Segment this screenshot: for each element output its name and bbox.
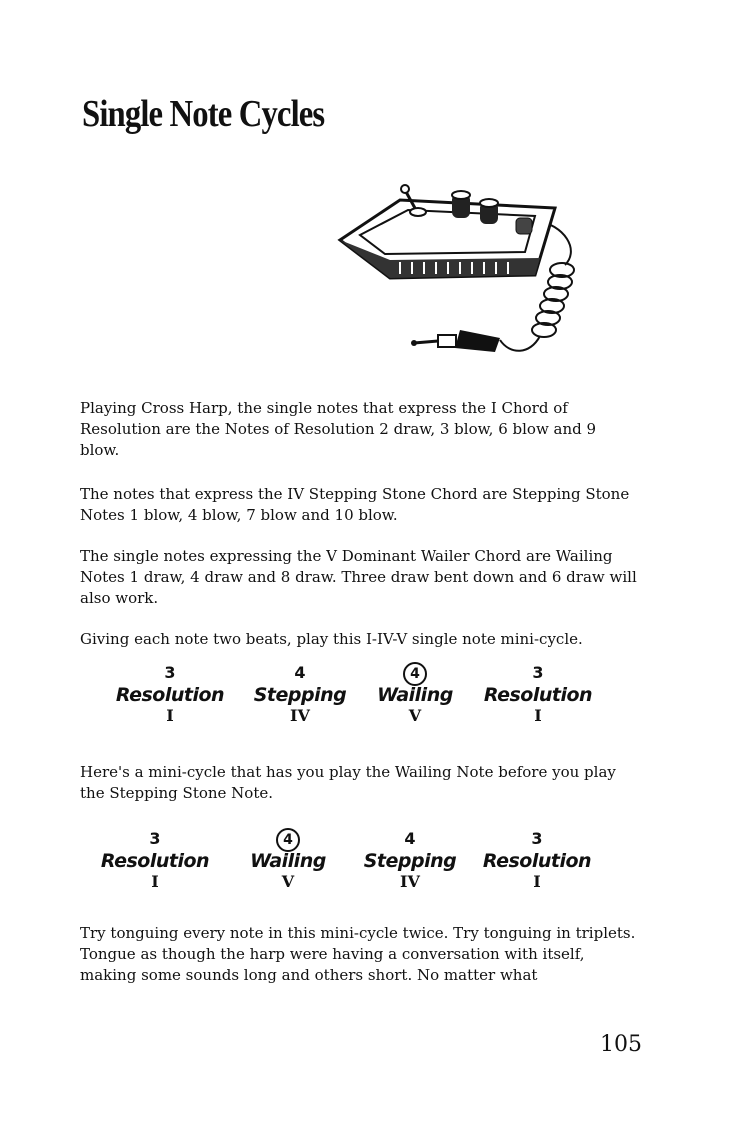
chord-numeral: V bbox=[408, 706, 422, 725]
paragraph-stepping-stone: The notes that express the IV Stepping Stone Chord are Stepping Stone Notes 1 blow, 4 blow, 7 blow and 10 blow. bbox=[80, 485, 630, 524]
cycle-note bbox=[218, 828, 358, 892]
paragraph-tonguing: Try tonguing every note in this mini-cycle twice. Try tonguing in triplets. Tongue as though the harp were having a conversation with itself, making some sounds long and others short. No matter what bbox=[80, 924, 636, 984]
note-name: Wailing bbox=[377, 684, 453, 706]
hole-number: 3 bbox=[532, 663, 544, 682]
cycle-note bbox=[345, 662, 485, 726]
page-number: 105 bbox=[600, 1032, 642, 1057]
hole-number: 4 bbox=[404, 829, 416, 848]
cycle-note bbox=[467, 828, 607, 892]
hole-number: 3 bbox=[149, 829, 161, 848]
harmonica-illustration bbox=[330, 180, 600, 370]
note-name: Resolution bbox=[482, 850, 592, 872]
chord-numeral: I bbox=[151, 872, 159, 891]
chord-numeral: V bbox=[281, 872, 295, 891]
chord-numeral: I bbox=[533, 872, 541, 891]
note-name: Resolution bbox=[100, 850, 210, 872]
chord-numeral: I bbox=[534, 706, 542, 725]
hole-number: 3 bbox=[531, 829, 543, 848]
paragraph-resolution: Playing Cross Harp, the single notes that express the I Chord of Resolution are the Notes of Resolution 2 draw, 3 blow, 6 blow and 9 blow. bbox=[80, 399, 597, 459]
note-name: Stepping bbox=[253, 684, 347, 706]
paragraph-mini-cycle-intro: Giving each note two beats, play this I-IV-V single note mini-cycle. bbox=[80, 630, 583, 648]
cycle-note bbox=[468, 662, 608, 726]
paragraph-second-cycle-intro: Here's a mini-cycle that has you play the Wailing Note before you play the Stepping Stone Note. bbox=[80, 763, 616, 802]
note-name: Resolution bbox=[483, 684, 593, 706]
chord-numeral: IV bbox=[290, 706, 310, 725]
cycle-note bbox=[100, 662, 240, 726]
mini-cycle-1 bbox=[0, 662, 750, 728]
mini-cycle-2 bbox=[0, 828, 750, 894]
hole-number-circled: 4 bbox=[218, 828, 358, 850]
hole-number: 3 bbox=[164, 663, 176, 682]
note-name: Stepping bbox=[363, 850, 457, 872]
note-name: Wailing bbox=[250, 850, 326, 872]
note-name: Resolution bbox=[115, 684, 225, 706]
chord-numeral: IV bbox=[400, 872, 420, 891]
hole-number-circled: 4 bbox=[345, 662, 485, 684]
chord-numeral: I bbox=[166, 706, 174, 725]
hole-number: 4 bbox=[294, 663, 306, 682]
cycle-note bbox=[85, 828, 225, 892]
paragraph-wailing: The single notes expressing the V Dominant Wailer Chord are Wailing Notes 1 draw, 4 draw and 8 draw. Three draw bent down and 6 draw will also work. bbox=[80, 547, 637, 607]
page-title: Single Note Cycles bbox=[82, 93, 325, 135]
cycle-note bbox=[340, 828, 480, 892]
